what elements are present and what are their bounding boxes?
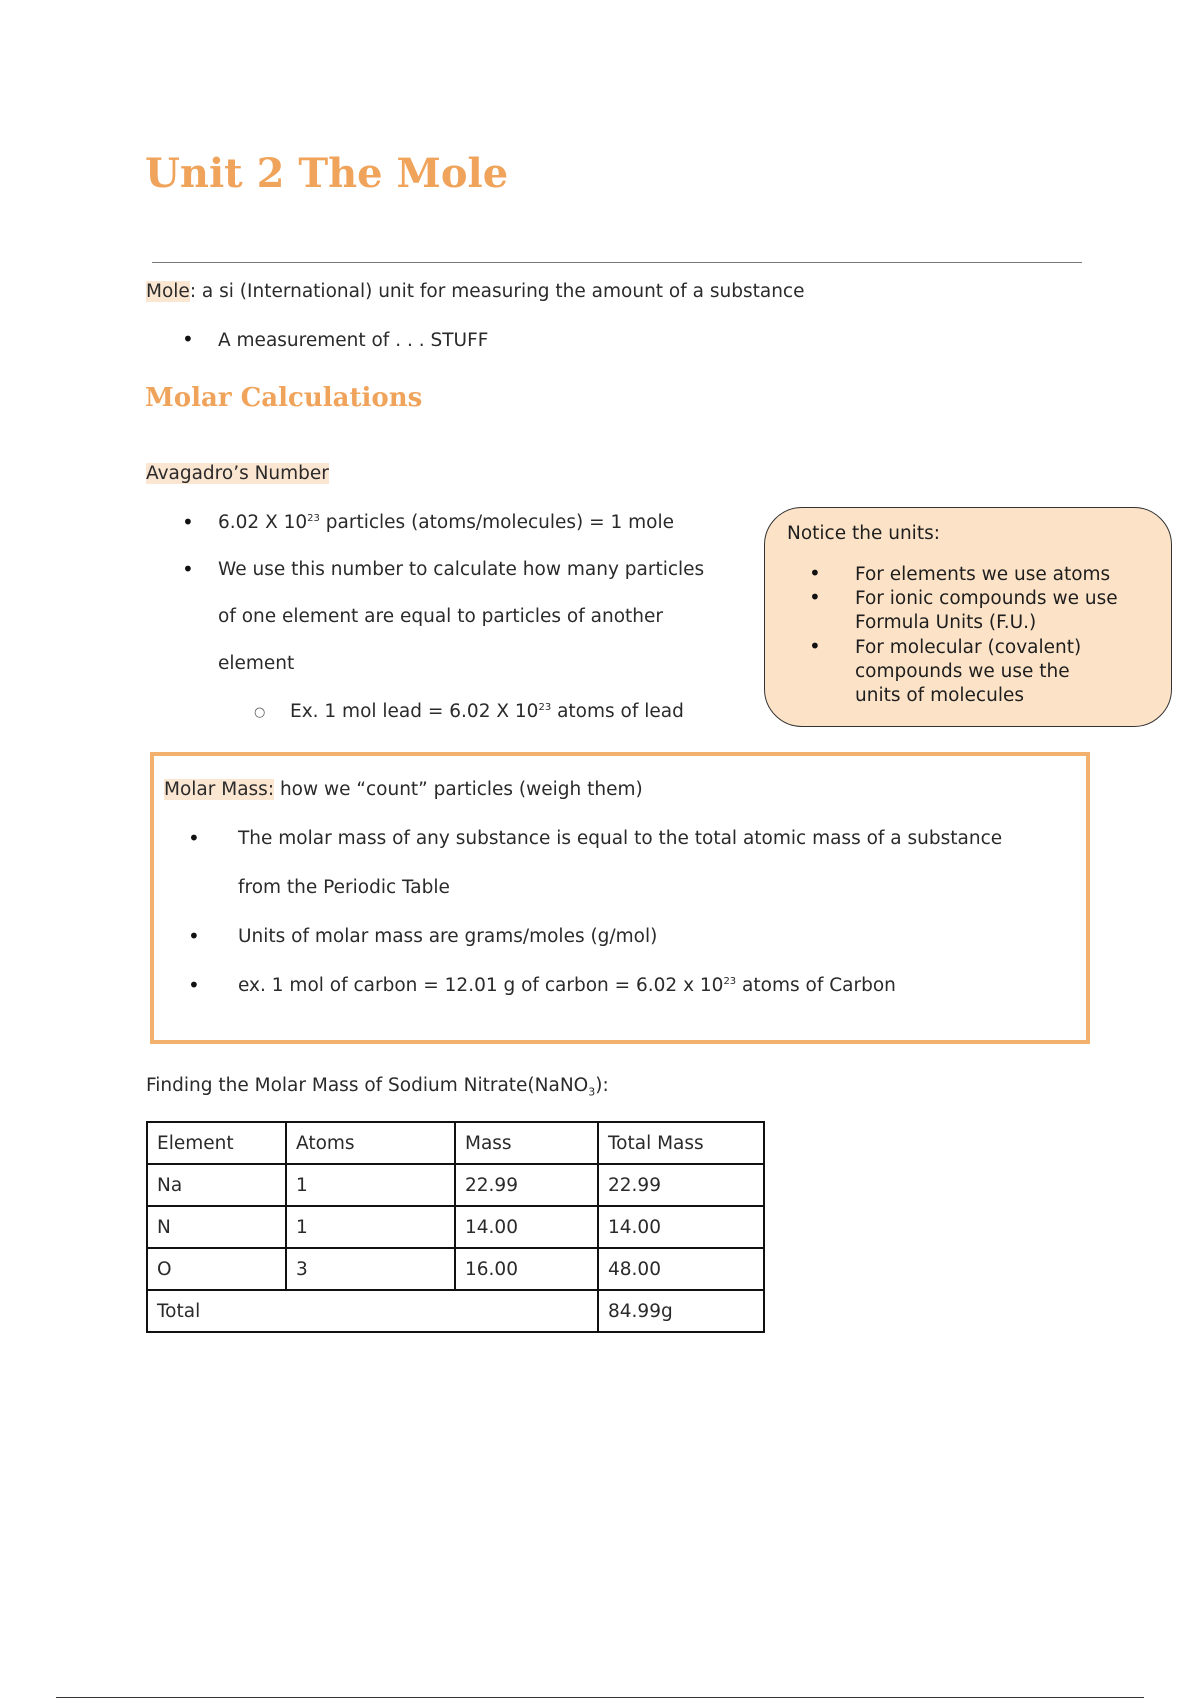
table-header-cell: Element	[147, 1122, 286, 1164]
table-cell: 3	[286, 1248, 455, 1290]
avogadro-example-pre: Ex. 1 mol lead = 6.02 X 10	[290, 701, 539, 722]
bullet-icon: •	[809, 585, 821, 609]
notice-item-3-line-2: compounds we use the	[855, 661, 1070, 682]
molar-mass-heading	[164, 779, 643, 800]
table-cell: 14.00	[455, 1206, 598, 1248]
section-heading: Molar Calculations	[145, 383, 423, 413]
molar-mass-b3-pre: ex. 1 mol of carbon = 12.01 g of carbon = 6.02 x 10	[238, 975, 724, 996]
exponent: 23	[307, 512, 320, 524]
table-row	[147, 1164, 764, 1206]
subscript: 3	[588, 1085, 596, 1099]
table-cell: N	[147, 1206, 286, 1248]
table-cell: 14.00	[598, 1206, 764, 1248]
bullet-icon: •	[809, 634, 821, 658]
notice-item-1: For elements we use atoms	[855, 564, 1111, 585]
avogadro-bullet-1	[218, 512, 674, 533]
table-total-value: 84.99g	[598, 1290, 764, 1332]
table-row	[147, 1206, 764, 1248]
table-cell: 1	[286, 1206, 455, 1248]
notice-item-3-line-3: units of molecules	[855, 685, 1024, 706]
molar-mass-bullet-2: Units of molar mass are grams/moles (g/mol)	[238, 926, 658, 947]
table-cell: O	[147, 1248, 286, 1290]
mole-definition-text: : a si (International) unit for measuring the amount of a substance	[189, 281, 805, 302]
avogadro-b1-post: particles (atoms/molecules) = 1 mole	[319, 512, 675, 533]
table-caption-pre: Finding the Molar Mass of Sodium Nitrate(NaNO	[146, 1075, 589, 1096]
table-header-cell: Mass	[455, 1122, 598, 1164]
molar-mass-b3-post: atoms of Carbon	[736, 975, 896, 996]
table-row	[147, 1248, 764, 1290]
molar-mass-bullet-3	[238, 975, 896, 996]
avogadro-bullet-2-line-1: We use this number to calculate how many particles	[218, 559, 705, 580]
horizontal-divider	[152, 262, 1082, 263]
mole-bullet: A measurement of . . . STUFF	[218, 330, 489, 351]
avogadro-label: Avagadro’s Number	[146, 463, 329, 484]
molar-mass-bullet-1-line-2: from the Periodic Table	[238, 877, 450, 898]
exponent: 23	[723, 975, 737, 987]
circle-bullet-icon: ○	[254, 705, 266, 720]
mole-term: Mole	[146, 281, 190, 302]
table-caption	[146, 1075, 609, 1099]
notice-callout	[764, 507, 1172, 727]
table-header-row	[147, 1122, 764, 1164]
page-title: Unit 2 The Mole	[145, 150, 509, 197]
notice-item-3-line-1: For molecular (covalent)	[855, 637, 1082, 658]
table-total-label: Total	[147, 1290, 598, 1332]
table-total-row	[147, 1290, 764, 1332]
table-header-cell: Atoms	[286, 1122, 455, 1164]
avogadro-example	[290, 701, 684, 722]
molar-mass-definition: how we “count” particles (weigh them)	[274, 779, 643, 800]
notice-title: Notice the units:	[787, 523, 940, 544]
bullet-icon: •	[182, 327, 194, 351]
avogadro-bullet-2-line-3: element	[218, 653, 295, 674]
table-cell: 22.99	[455, 1164, 598, 1206]
table-cell: 16.00	[455, 1248, 598, 1290]
notice-item-2-line-2: Formula Units (F.U.)	[855, 612, 1037, 633]
molar-mass-table	[146, 1121, 765, 1333]
table-header-cell: Total Mass	[598, 1122, 764, 1164]
bullet-icon: •	[188, 826, 200, 850]
molar-mass-term: Molar Mass:	[164, 779, 275, 800]
table-cell: 1	[286, 1164, 455, 1206]
exponent: 23	[538, 701, 552, 713]
molar-mass-bullet-1-line-1: The molar mass of any substance is equal to the total atomic mass of a substance	[238, 828, 1003, 849]
bullet-icon: •	[182, 557, 194, 581]
notice-item-2-line-1: For ionic compounds we use	[855, 588, 1118, 609]
table-cell: 48.00	[598, 1248, 764, 1290]
mole-definition	[146, 281, 804, 302]
bullet-icon: •	[188, 973, 200, 997]
avogadro-example-post: atoms of lead	[551, 701, 684, 722]
bottom-divider	[56, 1697, 1144, 1698]
table-cell: Na	[147, 1164, 286, 1206]
bullet-icon: •	[188, 924, 200, 948]
avogadro-b1-pre: 6.02 X 10	[218, 512, 308, 533]
table-caption-post: ):	[595, 1075, 609, 1096]
molar-mass-box	[150, 752, 1090, 1044]
bullet-icon: •	[182, 510, 194, 534]
avogadro-bullet-2-line-2: of one element are equal to particles of another	[218, 606, 663, 627]
bullet-icon: •	[809, 561, 821, 585]
table-cell: 22.99	[598, 1164, 764, 1206]
